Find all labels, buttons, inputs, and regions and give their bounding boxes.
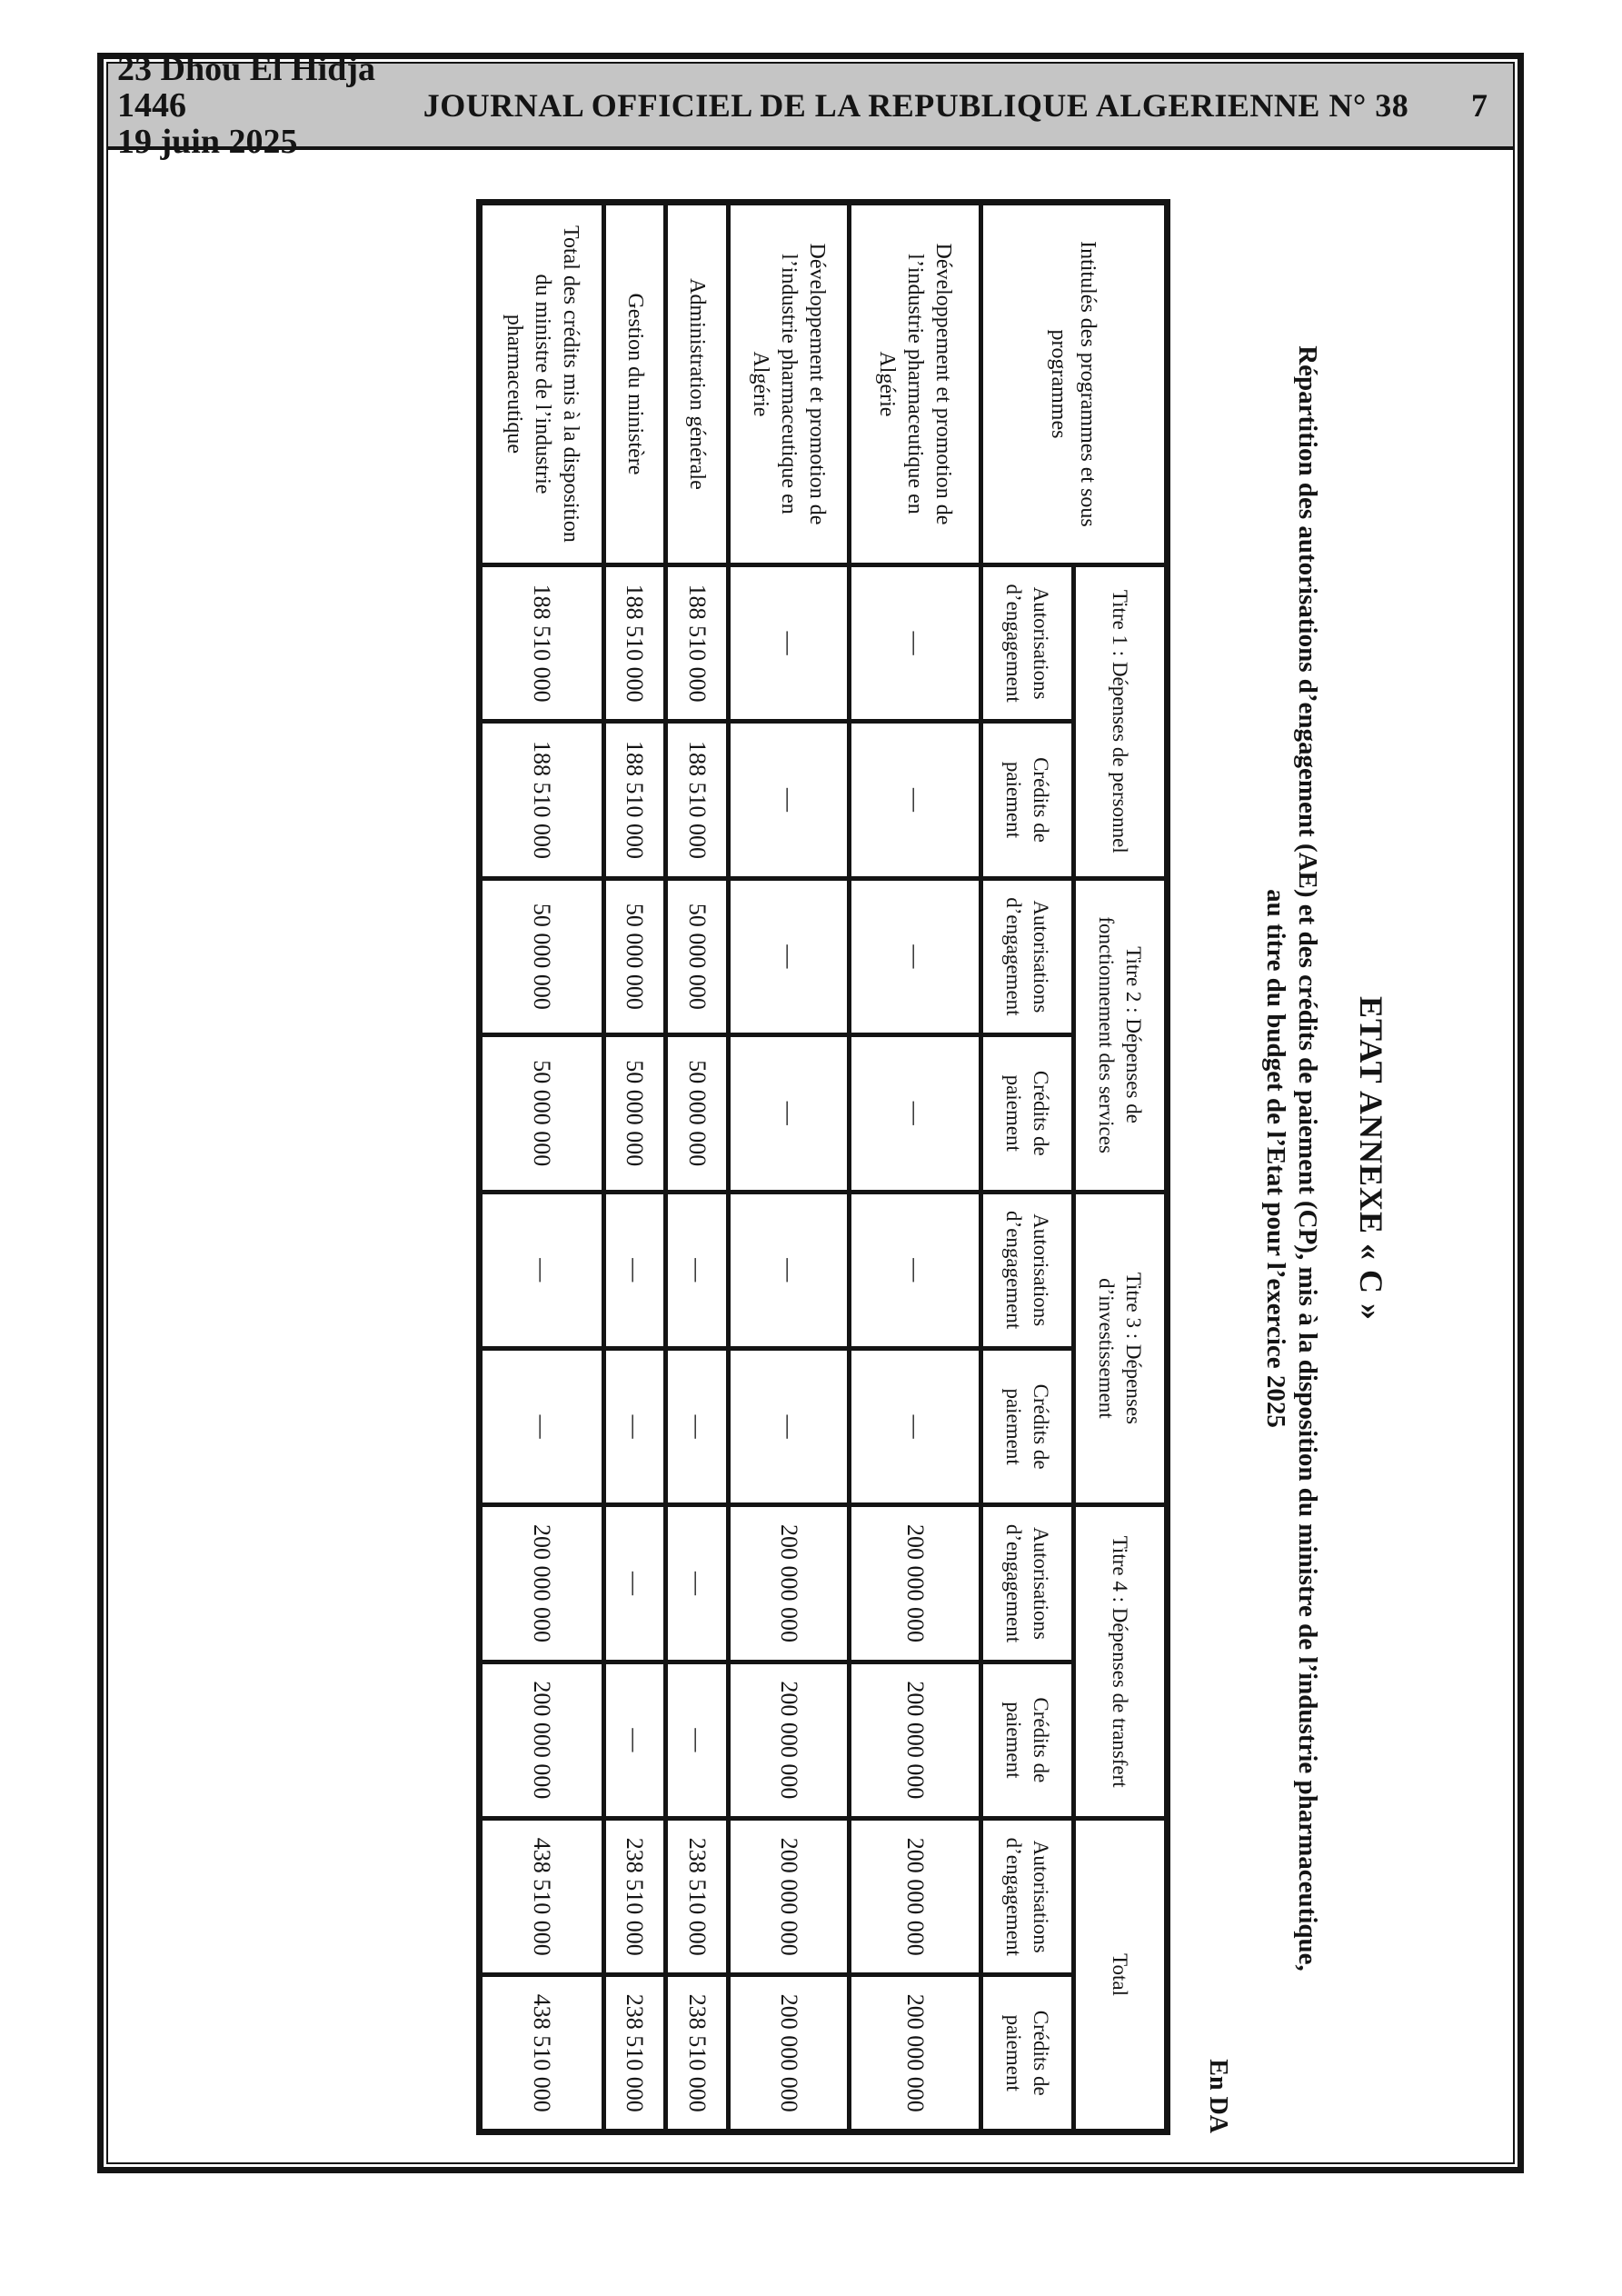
col-header-titre3: Titre 3 : Dépenses d’investissement — [1074, 1192, 1168, 1505]
row-label: Administration générale — [666, 203, 729, 565]
cell-value: 50 000 000 — [480, 878, 604, 1034]
hijri-date: 23 Dhou El Hidja 1446 — [117, 49, 376, 125]
table-row-subprogram-gestion — [604, 203, 666, 2132]
cell-value: 438 510 000 — [480, 1975, 604, 2132]
cell-value: — — [729, 1348, 850, 1504]
cell-value: 188 510 000 — [666, 564, 729, 721]
cell-value: — — [604, 1192, 666, 1348]
cell-value: 50 000 000 — [480, 1035, 604, 1192]
table-row-grand-total — [480, 203, 604, 2132]
col-header-titre4: Titre 4 : Dépenses de transfert — [1074, 1505, 1168, 1819]
cell-value: 200 000 000 — [729, 1505, 850, 1662]
cell-value: 50 000 000 — [604, 878, 666, 1034]
cell-value: — — [666, 1192, 729, 1348]
cell-value: 188 510 000 — [480, 564, 604, 721]
cell-value: 50 000 000 — [666, 1035, 729, 1192]
cell-value: — — [729, 1192, 850, 1348]
cell-value: — — [850, 1192, 981, 1348]
cell-value: — — [729, 564, 850, 721]
table-row-program-admin — [666, 203, 729, 2132]
cell-value: 200 000 000 — [480, 1505, 604, 1662]
subcol-t3-cp: Crédits de paiement — [981, 1348, 1074, 1504]
cell-value: — — [850, 1035, 981, 1192]
col-header-titre2: Titre 2 : Dépenses de fonctionnement des services — [1074, 878, 1168, 1192]
cell-value: 188 510 000 — [666, 722, 729, 878]
budget-table — [476, 199, 1170, 2135]
cell-value: 50 000 000 — [666, 878, 729, 1034]
cell-value: — — [604, 1348, 666, 1504]
cell-value: 200 000 000 — [480, 1662, 604, 1818]
journal-title: JOURNAL OFFICIEL DE LA REPUBLIQUE ALGERIENNE N° 38 — [423, 86, 1409, 124]
cell-value: 438 510 000 — [480, 1819, 604, 1975]
cell-value: 238 510 000 — [666, 1819, 729, 1975]
cell-value: 200 000 000 — [850, 1662, 981, 1818]
page-number: 7 — [1471, 86, 1488, 124]
table-header-groups-row — [1074, 203, 1168, 2132]
cell-value: — — [480, 1192, 604, 1348]
cell-value: 238 510 000 — [666, 1975, 729, 2132]
cell-value: — — [850, 878, 981, 1034]
cell-value: 188 510 000 — [604, 564, 666, 721]
cell-value: 188 510 000 — [480, 722, 604, 878]
masthead — [108, 49, 1513, 161]
cell-value: — — [850, 564, 981, 721]
cell-value: 200 000 000 — [729, 1662, 850, 1818]
subcol-t4-ae: Autorisations d’engagement — [981, 1505, 1074, 1662]
row-label: Développement et promotion de l’industrie pharmaceutique en Algérie — [729, 203, 850, 565]
row-label: Développement et promotion de l’industrie pharmaceutique en Algérie — [850, 203, 981, 565]
cell-value: 238 510 000 — [604, 1975, 666, 2132]
cell-value: — — [480, 1348, 604, 1504]
cell-value: 200 000 000 — [850, 1975, 981, 2132]
rotated-annex-sheet — [109, 155, 1513, 2161]
subcol-t4-cp: Crédits de paiement — [981, 1662, 1074, 1818]
cell-value: — — [666, 1505, 729, 1662]
subcol-t1-cp: Crédits de paiement — [981, 722, 1074, 878]
cell-value: — — [850, 722, 981, 878]
cell-value: 200 000 000 — [729, 1819, 850, 1975]
currency-note: En DA — [1204, 2059, 1232, 2133]
annex-subtitle — [1259, 155, 1323, 2161]
masthead-dates — [108, 51, 417, 160]
cell-value: 200 000 000 — [729, 1975, 850, 2132]
cell-value: 200 000 000 — [850, 1505, 981, 1662]
gregorian-date: 19 juin 2025 — [117, 122, 298, 161]
cell-value: — — [729, 878, 850, 1034]
cell-value: — — [604, 1662, 666, 1818]
row-label: Gestion du ministère — [604, 203, 666, 565]
cell-value: — — [850, 1348, 981, 1504]
col-header-total: Total — [1074, 1819, 1168, 2132]
subcol-t3-ae: Autorisations d’engagement — [981, 1192, 1074, 1348]
cell-value: 50 000 000 — [604, 1035, 666, 1192]
subcol-t1-ae: Autorisations d’engagement — [981, 564, 1074, 721]
cell-value: — — [666, 1662, 729, 1818]
table-row-program-dev — [850, 203, 981, 2132]
cell-value: — — [729, 1035, 850, 1192]
cell-value: — — [604, 1505, 666, 1662]
col-header-titre1: Titre 1 : Dépenses de personnel — [1074, 564, 1168, 878]
subcol-t2-ae: Autorisations d’engagement — [981, 878, 1074, 1034]
cell-value: — — [729, 722, 850, 878]
table-row-subprogram-dev — [729, 203, 850, 2132]
annex-subtitle-line2: au titre du budget de l’Etat pour l’exercice 2025 — [1261, 889, 1290, 1428]
cell-value: 238 510 000 — [604, 1819, 666, 1975]
subcol-total-cp: Crédits de paiement — [981, 1975, 1074, 2132]
subcol-total-ae: Autorisations d’engagement — [981, 1819, 1074, 1975]
annex-subtitle-line1: Répartition des autorisations d’engagement (AE) et des crédits de paiement (CP), mis à la disposition du ministre de l’industrie pharmaceutique, — [1293, 345, 1322, 1972]
cell-value: — — [666, 1348, 729, 1504]
annex-title: ETAT ANNEXE « C » — [1353, 995, 1389, 1322]
row-label: Total des crédits mis à la disposition du ministre de l’industrie pharmaceutique — [480, 203, 604, 565]
subcol-t2-cp: Crédits de paiement — [981, 1035, 1074, 1192]
col-header-programs: Intitulés des programmes et sous programmes — [981, 203, 1168, 565]
cell-value: 188 510 000 — [604, 722, 666, 878]
cell-value: 200 000 000 — [850, 1819, 981, 1975]
